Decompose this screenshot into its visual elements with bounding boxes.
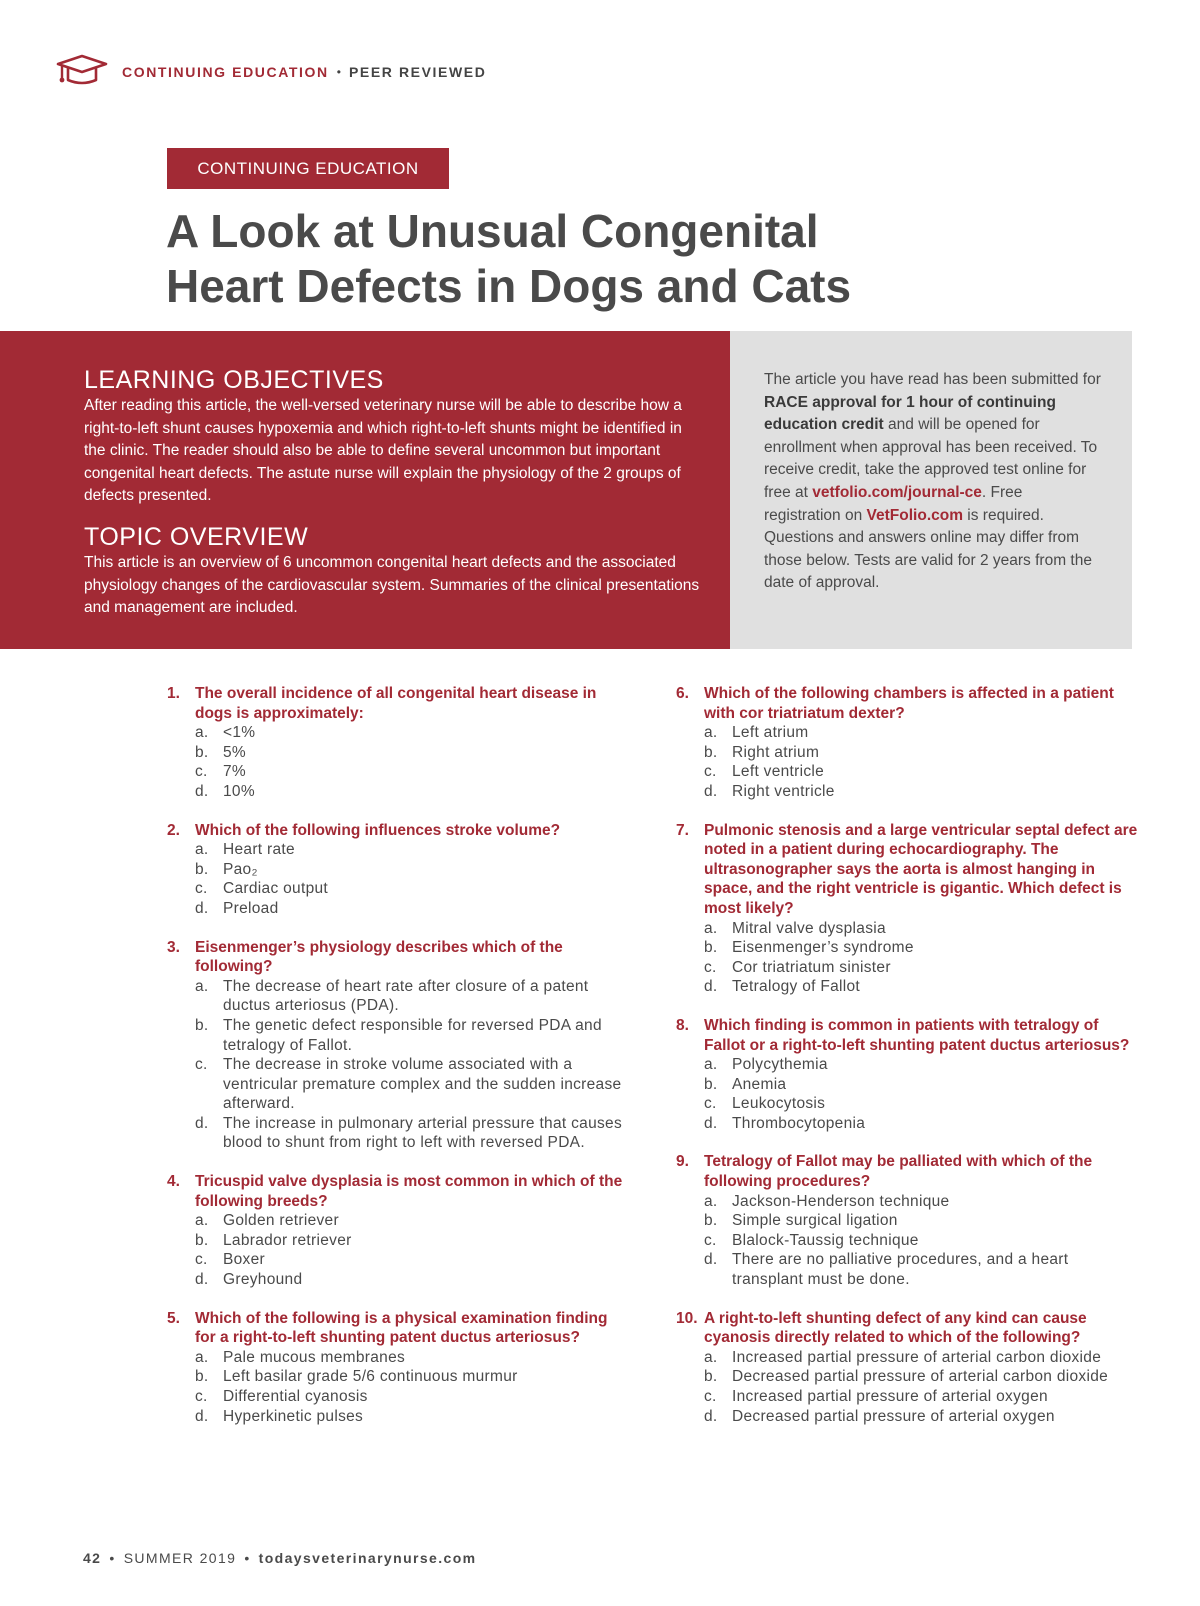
answer-option: [676, 1348, 1138, 1368]
article-title: [166, 204, 926, 314]
answer-option: [167, 743, 627, 763]
section-label: CONTINUING EDUCATION: [122, 64, 329, 80]
option-text: Boxer: [223, 1251, 265, 1269]
option-letter: d.: [195, 1114, 209, 1132]
option-text: Right ventricle: [732, 782, 835, 800]
answer-option: [167, 879, 627, 899]
option-letter: b.: [704, 1212, 718, 1230]
option-text: Thrombocytopenia: [732, 1114, 866, 1132]
question-number: 2.: [167, 821, 180, 839]
topic-overview-heading: TOPIC OVERVIEW: [84, 522, 309, 551]
race-text-4: is required. Questions and answers online may differ from those below. Tests are valid for 2 years from the date of approval.: [764, 506, 1092, 592]
answer-option: [676, 1211, 1138, 1231]
questions-right-column: [676, 684, 1138, 1445]
option-text: Left atrium: [732, 724, 809, 742]
option-text: Simple surgical ligation: [732, 1212, 898, 1230]
answer-option: [167, 723, 627, 743]
question-item: [676, 684, 1138, 802]
question-number: 7.: [676, 821, 689, 839]
option-letter: b.: [195, 1016, 209, 1034]
option-text: Preload: [223, 899, 279, 917]
question-text: Which finding is common in patients with tetralogy of Fallot or a right-to-left shunting patent ductus arteriosus?: [704, 1016, 1130, 1054]
option-letter: b.: [195, 860, 209, 878]
question-stem: [676, 821, 1138, 919]
option-text: 5%: [223, 743, 247, 761]
option-text: <1%: [223, 724, 256, 742]
answer-option: [676, 1250, 1138, 1289]
question-text: Pulmonic stenosis and a large ventricular septal defect are noted in a patient during echocardiography. The ultrasonographer says the aorta is almost hanging in space, and the right ventricle is gigantic. Which defect is most likely?: [704, 821, 1138, 917]
option-letter: a.: [704, 1056, 718, 1074]
option-text: Heart rate: [223, 841, 295, 859]
answer-option: [676, 1367, 1138, 1387]
answer-option: [676, 1094, 1138, 1114]
option-text: There are no palliative procedures, and a heart transplant must be done.: [732, 1251, 1069, 1289]
answer-option: [167, 977, 627, 1016]
answer-option: [676, 743, 1138, 763]
option-text: The increase in pulmonary arterial pressure that causes blood to shunt from right to left with reversed PDA.: [223, 1114, 623, 1152]
question-number: 3.: [167, 938, 180, 956]
page-footer: [83, 1550, 477, 1566]
answer-option: [167, 1114, 627, 1153]
option-letter: d.: [704, 978, 718, 996]
question-number: 10.: [676, 1309, 698, 1327]
answer-option: [167, 1055, 627, 1114]
option-letter: b.: [704, 1075, 718, 1093]
option-text: Right atrium: [732, 743, 820, 761]
answer-option: [676, 782, 1138, 802]
title-line-2: Heart Defects in Dogs and Cats: [166, 260, 852, 312]
question-text: Which of the following is a physical examination finding for a right-to-left shunting patent ductus arteriosus?: [195, 1309, 608, 1347]
learning-objectives-text: After reading this article, the well-versed veterinary nurse will be able to describe how a right-to-left shunt causes hypoxemia and which right-to-left shunts might be identified in the clinic. The reader should also be able to define several uncommon but important congenital heart defects. The astute nurse will explain the physiology of the 2 groups of defects presented.: [84, 397, 682, 505]
question-item: [676, 1016, 1138, 1134]
answer-option: [676, 1055, 1138, 1075]
option-text: Left ventricle: [732, 763, 825, 781]
option-text: Leukocytosis: [732, 1095, 826, 1113]
question-number: 4.: [167, 1173, 180, 1191]
answer-option: [167, 762, 627, 782]
answer-option: [676, 1075, 1138, 1095]
answer-option: [167, 860, 627, 880]
option-letter: c.: [195, 1251, 208, 1269]
option-text: Jackson-Henderson technique: [732, 1192, 950, 1210]
option-letter: b.: [704, 1368, 718, 1386]
issue-label: SUMMER 2019: [123, 1550, 237, 1566]
graduation-cap-icon: [56, 52, 108, 92]
option-text: Decreased partial pressure of arterial carbon dioxide: [732, 1368, 1109, 1386]
question-stem: [167, 938, 627, 977]
answer-option: [167, 1211, 627, 1231]
option-text: Tetralogy of Fallot: [732, 978, 861, 996]
option-letter: d.: [195, 1271, 209, 1289]
question-item: [676, 1309, 1138, 1427]
learning-objectives-heading: LEARNING OBJECTIVES: [84, 366, 384, 394]
footer-separator-2: •: [244, 1550, 251, 1566]
option-text: The genetic defect responsible for reversed PDA and tetralogy of Fallot.: [223, 1016, 602, 1054]
option-letter: d.: [195, 782, 209, 800]
question-item: [167, 684, 627, 802]
vetfolio-link[interactable]: VetFolio.com: [866, 506, 963, 524]
race-text-1: The article you have read has been submitted for: [764, 371, 1101, 388]
topic-overview-text: This article is an overview of 6 uncommon congenital heart defects and the associated physiology changes of the cardiovascular system. Summaries of the clinical presentations and management are included.: [84, 553, 700, 617]
option-letter: c.: [704, 1095, 717, 1113]
option-letter: c.: [704, 1388, 717, 1405]
answer-option: [676, 1114, 1138, 1134]
question-stem: [167, 1172, 627, 1211]
option-letter: c.: [195, 1388, 208, 1405]
option-letter: b.: [195, 1231, 209, 1249]
race-approval-text: [764, 369, 1102, 595]
option-text: Eisenmenger’s syndrome: [732, 939, 914, 957]
question-number: 8.: [676, 1016, 689, 1034]
site-url: todaysveterinarynurse.com: [258, 1550, 477, 1566]
question-number: 1.: [167, 685, 180, 702]
continuing-education-badge: CONTINUING EDUCATION: [167, 148, 449, 189]
option-text: 10%: [223, 782, 255, 800]
option-letter: c.: [704, 1231, 717, 1249]
answer-option: [167, 1367, 627, 1387]
question-stem: [167, 821, 627, 841]
question-item: [676, 821, 1138, 997]
question-text: Eisenmenger’s physiology describes which of the following?: [195, 938, 563, 976]
question-number: 6.: [676, 685, 689, 702]
answer-option: [676, 938, 1138, 958]
answer-option: [676, 977, 1138, 997]
question-item: [676, 1152, 1138, 1289]
question-text: The overall incidence of all congenital heart disease in dogs is approximately:: [195, 685, 597, 722]
option-text: Pale mucous membranes: [223, 1348, 406, 1366]
option-text: Left basilar grade 5/6 continuous murmur: [223, 1368, 518, 1386]
option-letter: a.: [195, 841, 209, 859]
option-text: Golden retriever: [223, 1212, 339, 1230]
option-text: Polycythemia: [732, 1056, 828, 1074]
race-credit-text: RACE approval for 1 hour of continuing education credit: [764, 393, 1056, 434]
answer-option: [676, 919, 1138, 939]
race-approval-panel: [730, 331, 1132, 649]
question-stem: [676, 1152, 1138, 1191]
option-letter: d.: [195, 899, 209, 917]
peer-reviewed-label: PEER REVIEWED: [348, 64, 487, 80]
option-text: Increased partial pressure of arterial oxygen: [732, 1388, 1048, 1405]
question-stem: [167, 1309, 627, 1348]
option-text: Greyhound: [223, 1271, 303, 1289]
answer-option: [676, 958, 1138, 978]
question-text: Which of the following chambers is affected in a patient with cor triatriatum dexter?: [704, 685, 1114, 722]
objectives-panel: [0, 331, 730, 649]
page-number: 42: [83, 1550, 102, 1566]
title-line-1: A Look at Unusual Congenital: [166, 205, 819, 257]
question-stem: [676, 1309, 1138, 1348]
option-text: Labrador retriever: [223, 1231, 352, 1249]
option-text: Increased partial pressure of arterial carbon dioxide: [732, 1348, 1102, 1366]
option-letter: c.: [195, 1056, 208, 1074]
section-header: [56, 52, 486, 92]
answer-option: [167, 1270, 627, 1290]
question-text: Tetralogy of Fallot may be palliated with which of the following procedures?: [704, 1153, 1093, 1191]
option-letter: a.: [195, 1348, 209, 1366]
answer-option: [167, 1016, 627, 1055]
option-text: Mitral valve dysplasia: [732, 919, 886, 937]
answer-option: [167, 782, 627, 802]
option-letter: b.: [195, 743, 209, 761]
option-letter: c.: [195, 763, 208, 781]
answer-option: [167, 1348, 627, 1368]
answer-option: [676, 1387, 1138, 1407]
question-stem: [676, 1016, 1138, 1055]
option-letter: a.: [704, 919, 718, 937]
option-text: Decreased partial pressure of arterial oxygen: [732, 1407, 1055, 1425]
option-text: The decrease of heart rate after closure of a patent ductus arteriosus (PDA).: [223, 977, 589, 1015]
answer-option: [676, 1407, 1138, 1427]
option-letter: a.: [195, 977, 209, 995]
option-letter: d.: [195, 1407, 209, 1425]
question-item: [167, 821, 627, 919]
answer-option: [167, 840, 627, 860]
option-letter: b.: [704, 743, 718, 761]
option-letter: a.: [195, 724, 209, 742]
option-text: Differential cyanosis: [223, 1388, 368, 1405]
option-letter: c.: [704, 958, 717, 976]
question-item: [167, 1309, 627, 1427]
question-text: A right-to-left shunting defect of any kind can cause cyanosis directly related to which of the following?: [704, 1309, 1087, 1347]
question-number: 9.: [676, 1153, 689, 1171]
question-item: [167, 938, 627, 1154]
question-stem: [676, 684, 1138, 723]
objectives-banner: [0, 331, 1132, 649]
answer-option: [167, 1231, 627, 1251]
answer-option: [167, 1407, 627, 1427]
option-text: Anemia: [732, 1075, 787, 1093]
question-number: 5.: [167, 1309, 180, 1327]
race-text-2: and will be opened for enrollment when approval has been received. To receive credit, take the approved test online for free at: [764, 416, 1098, 501]
option-letter: d.: [704, 1114, 718, 1132]
question-item: [167, 1172, 627, 1290]
header-separator: •: [336, 65, 341, 79]
race-text-3: . Free registration on: [764, 483, 1023, 524]
option-text: 7%: [223, 763, 247, 781]
option-letter: a.: [704, 1348, 718, 1366]
answer-option: [676, 723, 1138, 743]
answer-option: [676, 1231, 1138, 1251]
answer-option: [167, 899, 627, 919]
option-letter: d.: [704, 1251, 718, 1269]
question-text: Which of the following influences stroke volume?: [195, 821, 561, 839]
journal-ce-link[interactable]: vetfolio.com/journal-ce: [812, 483, 982, 501]
option-letter: a.: [704, 724, 718, 742]
option-letter: d.: [704, 782, 718, 800]
question-stem: [167, 684, 627, 723]
option-text: Pao₂: [223, 860, 258, 878]
option-text: Cor triatriatum sinister: [732, 958, 891, 976]
option-text: Blalock-Taussig technique: [732, 1231, 919, 1249]
footer-separator-1: •: [109, 1550, 116, 1566]
option-text: The decrease in stroke volume associated with a ventricular premature complex and the sudden increase afterward.: [223, 1056, 622, 1113]
answer-option: [167, 1387, 627, 1407]
option-letter: c.: [704, 763, 717, 781]
answer-option: [676, 1192, 1138, 1212]
option-letter: a.: [195, 1212, 209, 1230]
option-text: Hyperkinetic pulses: [223, 1407, 364, 1425]
answer-option: [167, 1250, 627, 1270]
option-letter: d.: [704, 1407, 718, 1425]
option-letter: b.: [195, 1368, 209, 1386]
option-letter: c.: [195, 880, 208, 898]
option-letter: b.: [704, 939, 718, 957]
answer-option: [676, 762, 1138, 782]
option-text: Cardiac output: [223, 880, 329, 898]
option-letter: a.: [704, 1192, 718, 1210]
question-text: Tricuspid valve dysplasia is most common in which of the following breeds?: [195, 1173, 623, 1210]
questions-left-column: [167, 684, 627, 1445]
